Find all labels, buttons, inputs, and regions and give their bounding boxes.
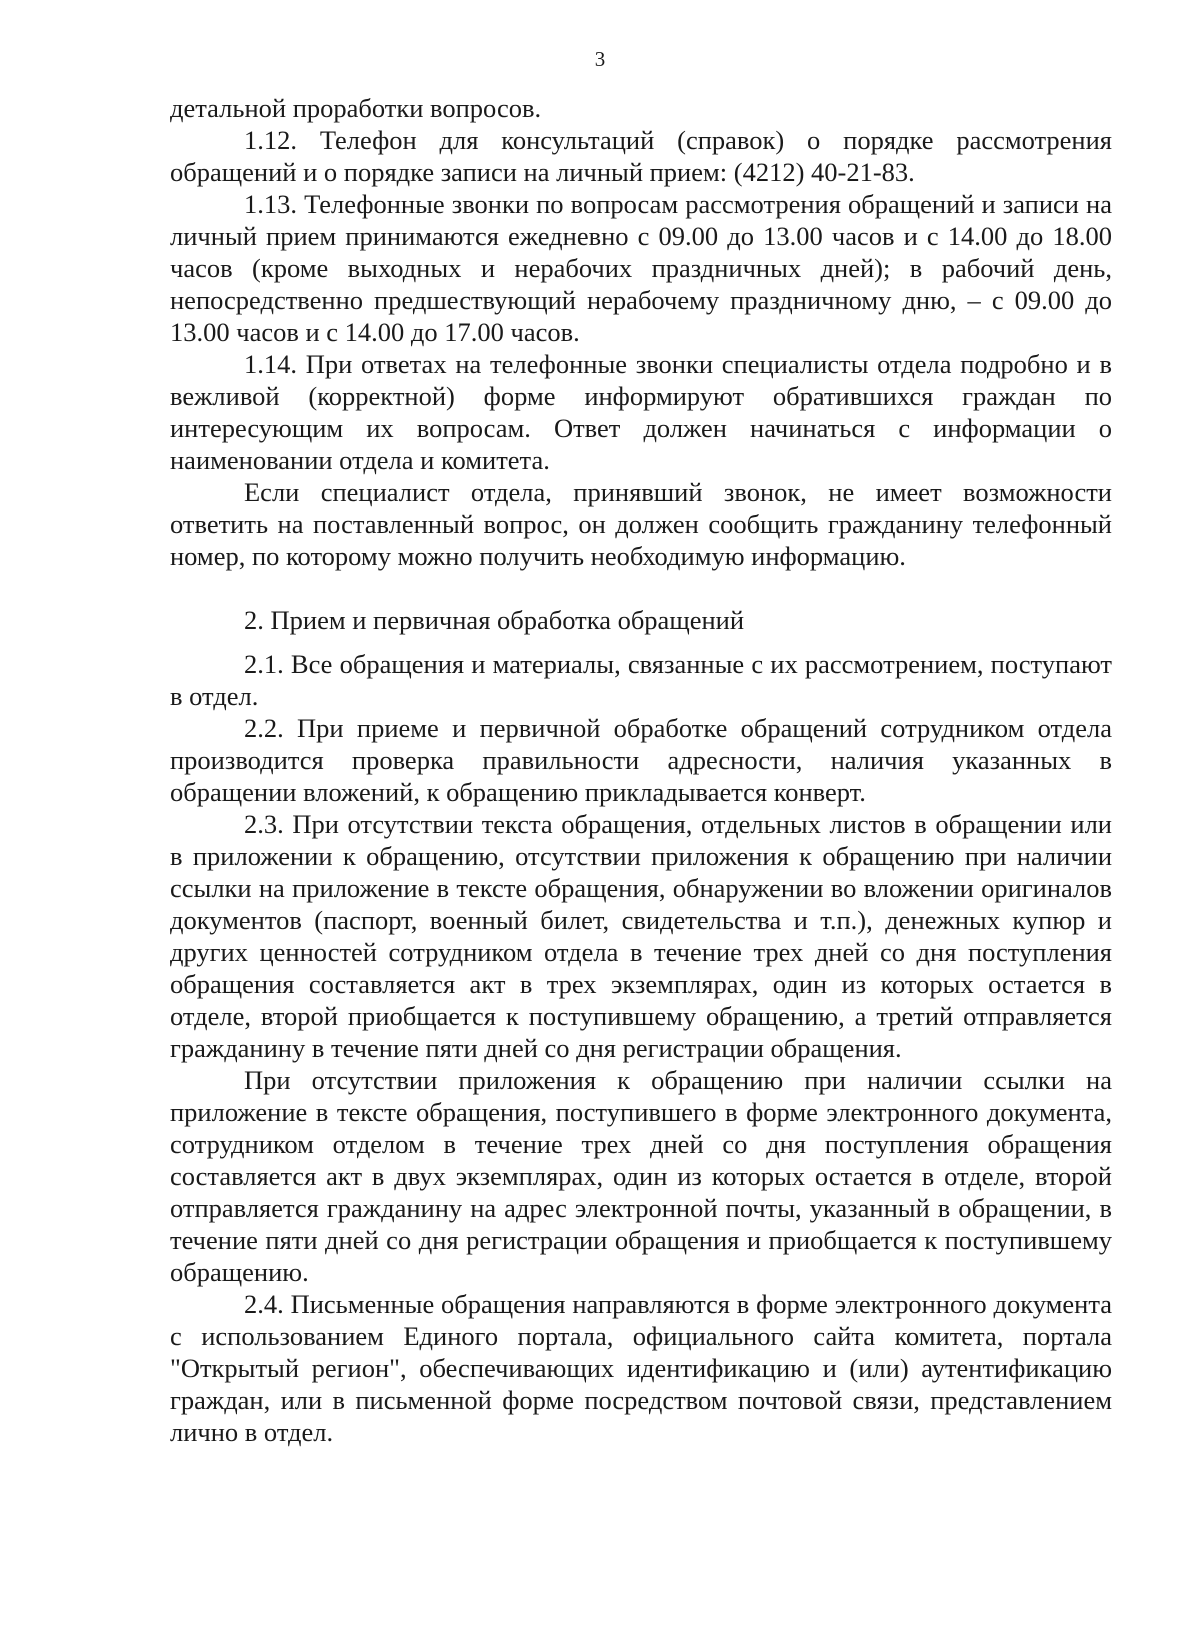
continuation-paragraph: детальной проработки вопросов. bbox=[170, 93, 542, 123]
paragraph-2-3: 2.3. При отсутствии текста обращения, отдельных листов в обращении или в приложении к обращению, отсутствии приложения к обращению при наличии ссылки на приложение в тексте обращения, обнаружении во вложении оригиналов документов (паспорт, военный билет, свидетельства и т.п.), денежных купюр и других ценностей сотрудником отдела в течение трех дней со дня поступления обращения составляется акт в трех экземплярах, один из которых остается в отделе, второй приобщается к поступившему обращению, а третий отправляется гражданину в течение пяти дней со дня регистрации обращения. bbox=[170, 809, 1112, 1063]
section-2-heading: 2. Прием и первичная обработка обращений bbox=[244, 605, 745, 635]
paragraph-2-1: 2.1. Все обращения и материалы, связанные с их рассмотрением, поступают в отдел. bbox=[170, 649, 1112, 711]
paragraph-1-12: 1.12. Телефон для консультаций (справок) о порядке рассмотрения обращений и о порядке записи на личный прием: (4212) 40-21-83. bbox=[170, 125, 1112, 187]
page-number: 3 bbox=[594, 47, 606, 71]
paragraph-2-3-continued: При отсутствии приложения к обращению при наличии ссылки на приложение в тексте обращения, поступившего в форме электронного документа, сотрудником отделом в течение трех дней со дня поступления обращения составляется акт в двух экземплярах, один из которых остается в отделе, второй отправляется гражданину на адрес электронной почты, указанный в обращении, в течение пяти дней со дня регистрации обращения и приобщается к поступившему обращению. bbox=[170, 1065, 1112, 1287]
paragraph-1-14-continued: Если специалист отдела, принявший звонок, не имеет возможности ответить на поставленный вопрос, он должен сообщить гражданину телефонный номер, по которому можно получить необходимую информацию. bbox=[170, 477, 1112, 571]
paragraph-2-4: 2.4. Письменные обращения направляются в форме электронного документа с использованием Единого портала, официального сайта комитета, портала "Открытый регион", обеспечивающих идентификацию и (или) аутентификацию граждан, или в письменной форме посредством почтовой связи, представлением лично в отдел. bbox=[170, 1289, 1112, 1447]
document-body bbox=[170, 92, 1112, 1448]
paragraph-2-2: 2.2. При приеме и первичной обработке обращений сотрудником отдела производится проверка правильности адресности, наличия указанных в обращении вложений, к обращению прикладывается конверт. bbox=[170, 713, 1112, 807]
paragraph-1-13: 1.13. Телефонные звонки по вопросам рассмотрения обращений и записи на личный прием принимаются ежедневно с 09.00 до 13.00 часов и с 14.00 до 18.00 часов (кроме выходных и нерабочих праздничных дней); в рабочий день, непосредственно предшествующий нерабочему праздничному дню, – с 09.00 до 13.00 часов и с 14.00 до 17.00 часов. bbox=[170, 189, 1112, 347]
paragraph-1-14: 1.14. При ответах на телефонные звонки специалисты отдела подробно и в вежливой (корректной) форме информируют обратившихся граждан по интересующим их вопросам. Ответ должен начинаться с информации о наименовании отдела и комитета. bbox=[170, 349, 1112, 475]
